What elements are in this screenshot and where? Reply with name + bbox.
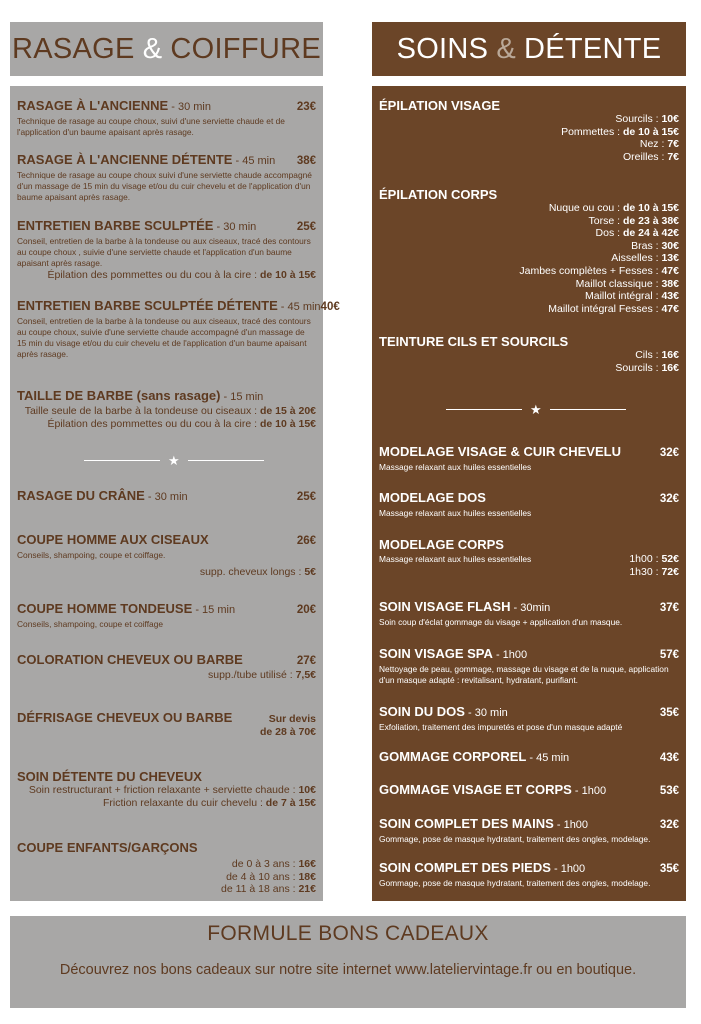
service-description: Nettoyage de peau, gommage, massage du visage et de la nuque, application d'un masque adapté : revitalisant, hydratant, purifiant. <box>379 664 669 685</box>
price-value: 47€ <box>661 264 679 277</box>
service-title: RASAGE À L'ANCIENNE <box>17 98 169 113</box>
price-label: de 4 à 10 ans : <box>226 870 299 883</box>
service-price: Sur devis <box>268 713 316 725</box>
service-price: 32€ <box>659 493 679 505</box>
service-title: COUPE HOMME TONDEUSE <box>17 601 193 616</box>
price-value: 43€ <box>661 290 679 303</box>
price-line <box>379 290 679 303</box>
service-name <box>379 782 606 799</box>
divider-line <box>188 460 264 461</box>
gift-voucher-title: FORMULE BONS CADEAUX <box>207 922 489 945</box>
service-description: Massage relaxant aux huiles essentielles <box>379 508 532 518</box>
price-label: Maillot intégral Fesses : <box>548 302 662 315</box>
price-label: Bras : <box>631 239 662 252</box>
price-label: de 11 à 18 ans : <box>221 883 299 896</box>
price-value: de 24 à 42€ <box>622 227 679 240</box>
service-item <box>379 490 679 519</box>
price-line <box>379 252 679 265</box>
service-price: 20€ <box>296 604 316 616</box>
service-name <box>379 816 588 833</box>
price-label: Dos : <box>595 227 623 240</box>
service-description: Technique de rasage au coupe choux suivi d'une serviette chaude accompagné d'un massage de 15 min du visage et/ou du cuir chevelu et de l'application d'un baume apaisant après rasage. <box>17 170 312 202</box>
service-duration: - 1h00 <box>492 649 528 661</box>
price-line <box>379 215 679 228</box>
price-line <box>17 269 316 282</box>
service-price: 38€ <box>296 155 316 167</box>
price-value: 10€ <box>661 113 679 125</box>
service-price: 25€ <box>296 221 316 233</box>
service-name <box>17 218 256 235</box>
price-value: 30€ <box>661 239 679 252</box>
price-value: 13€ <box>661 252 679 265</box>
service-duration: - 30 min <box>168 101 211 113</box>
service-item <box>379 599 679 628</box>
price-line <box>379 126 679 139</box>
service-description: Technique de rasage au coupe choux, suivi d'une serviette chaude et de l'application d'un baume apaisant après rasage. <box>17 116 285 137</box>
price-value: 21€ <box>298 883 316 896</box>
soins-detente-panel <box>372 86 686 901</box>
service-title: SOIN VISAGE SPA <box>379 646 493 661</box>
price-label: Épilation des pommettes ou du cou à la cire : <box>47 417 260 430</box>
price-value: 47€ <box>661 302 679 315</box>
header-ampersand: & <box>496 32 516 65</box>
service-title: MODELAGE CORPS <box>379 537 504 552</box>
service-duration: - 45 min <box>526 752 570 764</box>
price-value: 7€ <box>667 138 679 151</box>
header-ampersand: & <box>142 32 163 65</box>
service-description: Conseils, shampoing, coupe et coiffage. <box>17 550 166 560</box>
price-label: Cils : <box>635 349 662 361</box>
price-label: Maillot classique : <box>575 277 662 290</box>
price-value: 7€ <box>667 150 679 163</box>
price-value: 16€ <box>661 361 679 374</box>
price-label: Sourcils : <box>615 361 662 374</box>
price-label: 1h00 : <box>629 553 662 565</box>
section-header-soins-detente <box>372 22 686 76</box>
service-description: Massage relaxant aux huiles essentielles <box>379 462 532 472</box>
service-name <box>379 749 569 766</box>
service-item <box>379 816 679 845</box>
service-description: Gommage, pose de masque hydratant, traitement des ongles, modelage. <box>379 878 651 888</box>
service-item <box>17 298 340 360</box>
price-row <box>379 553 679 566</box>
service-duration: - 30 min <box>144 491 188 503</box>
service-title: ÉPILATION VISAGE <box>379 98 501 113</box>
service-duration: - 45 min <box>232 155 276 167</box>
price-line <box>379 566 679 579</box>
service-name <box>379 704 508 721</box>
service-title: MODELAGE DOS <box>379 490 486 505</box>
price-line <box>379 265 679 278</box>
service-name <box>17 98 211 115</box>
divider-line <box>550 409 626 410</box>
price-line <box>379 151 679 164</box>
price-label: Torse : <box>588 214 623 227</box>
service-title: GOMMAGE VISAGE ET CORPS <box>379 782 572 797</box>
service-title: RASAGE À L'ANCIENNE DÉTENTE <box>17 152 233 167</box>
service-title: MODELAGE VISAGE & CUIR CHEVELU <box>379 444 621 459</box>
service-item <box>17 710 316 739</box>
price-line <box>379 303 679 316</box>
price-label: Nuque ou cou : <box>548 202 623 214</box>
service-item <box>17 601 316 630</box>
service-item <box>379 537 679 578</box>
service-duration: - 1h00 <box>571 785 607 797</box>
star-divider <box>446 403 626 416</box>
service-title: TAILLE DE BARBE (sans rasage) <box>17 388 221 403</box>
price-label: Pommettes : <box>561 125 623 138</box>
service-title: SOIN VISAGE FLASH <box>379 599 511 614</box>
service-item <box>379 334 679 374</box>
service-duration: - 30 min <box>464 707 508 719</box>
price-line <box>17 784 316 797</box>
service-item <box>17 218 316 282</box>
service-item <box>17 98 316 138</box>
price-value: 38€ <box>661 277 679 290</box>
price-line <box>17 405 316 418</box>
service-title: RASAGE DU CRÂNE <box>17 488 145 503</box>
service-duration: - 15 min <box>192 604 236 616</box>
service-title: TEINTURE CILS ET SOURCILS <box>379 334 569 349</box>
service-description: Conseils, shampoing, coupe et coiffage <box>17 619 164 629</box>
service-title: DÉFRISAGE CHEVEUX OU BARBE <box>17 710 233 725</box>
service-item <box>379 782 679 799</box>
service-price: 57€ <box>659 649 679 661</box>
service-duration: - 15 min <box>220 391 264 403</box>
price-value: 5€ <box>304 566 316 578</box>
price-label: Maillot intégral : <box>585 290 662 303</box>
service-title: SOIN DÉTENTE DU CHEVEUX <box>17 769 202 784</box>
service-item <box>379 444 679 473</box>
service-price: 35€ <box>659 707 679 719</box>
gift-voucher-text: Découvrez nos bons cadeaux sur notre site internet www.lateliervintage.fr ou en boutique. <box>59 962 637 978</box>
price-value: 10€ <box>298 784 316 796</box>
service-price: 53€ <box>659 785 679 797</box>
service-duration: - 30min <box>510 602 551 614</box>
service-item <box>379 646 679 686</box>
price-value: de 10 à 15€ <box>259 269 316 281</box>
service-item <box>379 704 679 733</box>
service-duration: - 1h00 <box>550 863 586 875</box>
service-price: 43€ <box>659 752 679 764</box>
section-header-rasage-coiffure <box>10 22 323 76</box>
service-item <box>379 98 679 163</box>
service-name <box>17 152 275 169</box>
service-price: 37€ <box>659 602 679 614</box>
star-icon: ★ <box>168 453 180 468</box>
price-value: de 15 à 20€ <box>259 405 316 417</box>
price-line <box>379 240 679 253</box>
star-divider <box>84 454 264 467</box>
service-price: 32€ <box>659 819 679 831</box>
service-name <box>379 599 550 616</box>
service-title: ENTRETIEN BARBE SCULPTÉE <box>17 218 214 233</box>
service-duration: - 30 min <box>213 221 257 233</box>
price-value: 16€ <box>298 858 316 870</box>
service-name <box>17 388 263 405</box>
price-line <box>379 227 679 240</box>
service-title: GOMMAGE CORPOREL <box>379 749 527 764</box>
price-label: Sourcils : <box>615 113 662 125</box>
price-line <box>629 553 679 566</box>
service-item <box>17 769 316 809</box>
divider-line <box>446 409 522 410</box>
service-item <box>379 749 679 766</box>
price-label: Soin restructurant + friction relaxante + serviette chaude : <box>28 784 299 796</box>
price-label: Épilation des pommettes ou du cou à la cire : <box>47 269 260 281</box>
service-title: SOIN COMPLET DES PIEDS <box>379 860 551 875</box>
price-line <box>379 349 679 362</box>
service-price: 25€ <box>296 491 316 503</box>
price-line <box>17 669 316 682</box>
star-icon: ★ <box>530 402 542 417</box>
service-name <box>379 860 585 877</box>
header-word: COIFFURE <box>170 32 321 65</box>
service-price: 26€ <box>296 535 316 547</box>
service-description: Massage relaxant aux huiles essentielles <box>379 554 532 564</box>
service-name <box>17 488 188 505</box>
service-title: SOIN COMPLET DES MAINS <box>379 816 554 831</box>
price-line <box>17 858 316 871</box>
divider-line <box>84 460 160 461</box>
service-item <box>17 840 316 896</box>
price-value: 52€ <box>661 553 679 565</box>
service-item <box>379 860 679 889</box>
price-value: 72€ <box>661 565 679 578</box>
price-value: de 10 à 15€ <box>622 125 679 138</box>
price-line <box>17 797 316 810</box>
header-word: SOINS <box>396 32 489 65</box>
service-price: 32€ <box>659 447 679 459</box>
price-label: Jambes complètes + Fesses : <box>519 264 662 277</box>
price-value: 18€ <box>298 870 316 883</box>
service-description: Exfoliation, traitement des impuretés et pose d'un masque adapté <box>379 722 623 732</box>
price-line <box>379 202 679 215</box>
service-item <box>379 187 679 315</box>
service-title: COUPE ENFANTS/GARÇONS <box>17 840 198 855</box>
price-line <box>379 278 679 291</box>
service-title: ENTRETIEN BARBE SCULPTÉE DÉTENTE <box>17 298 278 313</box>
service-description: Conseil, entretien de la barbe à la tondeuse ou aux ciseaux, tracé des contours au coupe choux, suivie d'une serviette chaude accompagné d'un massage de 15 min du visage et/ou du cuir chevelu et de l'application d'un baume apaisant après rasage. <box>17 316 311 359</box>
price-label: de 0 à 3 ans : <box>231 858 299 870</box>
service-description: Gommage, pose de masque hydratant, traitement des ongles, modelage. <box>379 834 651 844</box>
service-title: SOIN DU DOS <box>379 704 465 719</box>
price-label: Nez : <box>639 138 668 151</box>
service-price: 27€ <box>296 655 316 667</box>
service-title: COUPE HOMME AUX CISEAUX <box>17 532 209 547</box>
price-label: Taille seule de la barbe à la tondeuse ou ciseaux : <box>24 405 260 417</box>
price-line <box>17 418 316 431</box>
price-value: 7,5€ <box>295 669 316 681</box>
service-price-range: de 28 à 70€ <box>259 726 316 738</box>
service-name <box>379 646 527 663</box>
service-description: Soin coup d'éclat gommage du visage + application d'un masque. <box>379 617 623 627</box>
price-label: Friction relaxante du cuir chevelu : <box>102 796 266 809</box>
service-item <box>17 652 316 682</box>
price-line <box>17 871 316 884</box>
price-line <box>379 138 679 151</box>
price-value: de 10 à 15€ <box>259 417 316 430</box>
service-description: Conseil, entretien de la barbe à la tondeuse ou aux ciseaux, tracé des contours au coupe choux , suivie d'une serviette chaude et l'application d'un baume apaisant après rasage. <box>17 236 311 268</box>
price-value: 16€ <box>661 349 679 361</box>
service-price: 35€ <box>659 863 679 875</box>
price-value: de 23 à 38€ <box>622 214 679 227</box>
header-word: RASAGE <box>12 32 135 65</box>
price-line <box>17 883 316 896</box>
rasage-coiffure-panel <box>10 86 340 901</box>
price-label: supp./tube utilisé : <box>208 669 296 681</box>
service-item <box>17 388 316 430</box>
price-value: de 7 à 15€ <box>265 796 316 809</box>
price-line <box>17 566 316 579</box>
service-name <box>17 298 321 315</box>
service-title: COLORATION CHEVEUX OU BARBE <box>17 652 243 667</box>
service-duration: - 45 min <box>277 301 321 313</box>
price-line <box>379 113 679 126</box>
service-price: 23€ <box>296 101 316 113</box>
service-price: 40€ <box>320 301 340 313</box>
price-label: Aisselles : <box>611 252 662 265</box>
service-duration: - 1h00 <box>553 819 589 831</box>
price-value: de 10 à 15€ <box>622 202 679 214</box>
service-title: ÉPILATION CORPS <box>379 187 498 202</box>
price-label: supp. cheveux longs : <box>199 566 305 578</box>
service-name <box>17 601 235 618</box>
header-word: DÉTENTE <box>523 32 662 65</box>
service-item <box>17 532 316 579</box>
price-label: Oreilles : <box>622 150 668 163</box>
price-label: 1h30 : <box>629 565 662 578</box>
price-line <box>379 362 679 375</box>
service-item <box>17 488 316 505</box>
service-item <box>17 152 316 203</box>
gift-voucher-banner <box>10 916 686 1008</box>
